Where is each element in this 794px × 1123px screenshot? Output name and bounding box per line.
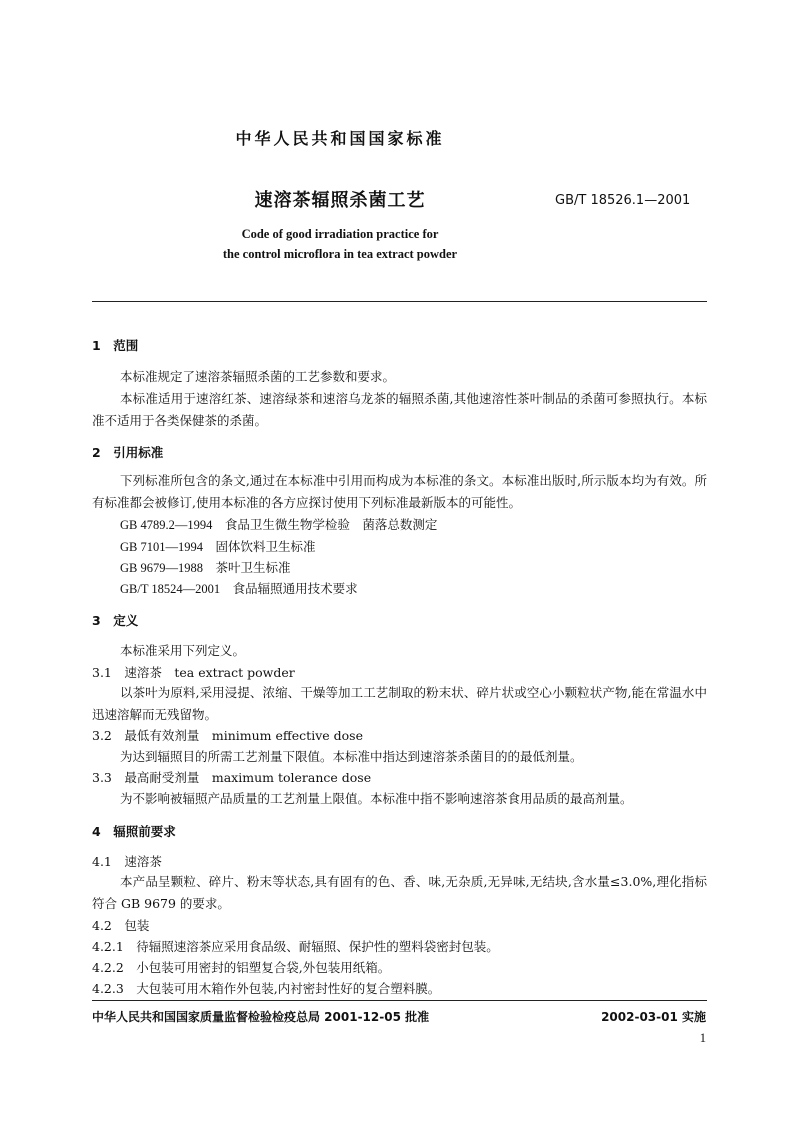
definition-3-1-term: 3.1 速溶茶 tea extract powder: [92, 665, 295, 680]
item-4-2-3: 4.2.3 大包装可用木箱作外包装,内衬密封性好的复合塑料膜。: [92, 981, 441, 996]
section-1-heading: 1 范围: [92, 338, 139, 353]
section-1-para-1: 本标准规定了速溶茶辐照杀菌的工艺参数和要求。: [120, 369, 396, 384]
definition-3-3-term: 3.3 最高耐受剂量 maximum tolerance dose: [92, 770, 372, 785]
subsection-4-2-heading: 4.2 包装: [92, 918, 150, 933]
section-3-heading: 3 定义: [92, 613, 139, 628]
document-title-cn: 速溶茶辐照杀菌工艺: [254, 190, 426, 211]
standard-number: GB/T 18526.1—2001: [555, 193, 691, 208]
page-number: 1: [699, 1031, 706, 1045]
document-title-en-line2: the control microflora in tea extract powder: [222, 247, 458, 261]
reference-item: GB 4789.2—1994 食品卫生微生物学检验 菌落总数测定: [120, 518, 438, 532]
section-4-heading: 4 辐照前要求: [92, 824, 176, 839]
reference-item: GB 7101—1994 固体饮料卫生标准: [120, 540, 316, 554]
definition-3-1-text: 以茶叶为原料,采用浸提、浓缩、干燥等加工工艺制取的粉末状、碎片状或空心小颗粒状产物,能在常温水中迅速溶解而无残留物。: [92, 685, 707, 722]
section-2-heading: 2 引用标准: [92, 445, 164, 460]
footer-divider: [92, 1000, 707, 1001]
national-standard-label: 中华人民共和国国家标准: [235, 129, 445, 148]
definition-3-2-term: 3.2 最低有效剂量 minimum effective dose: [92, 728, 363, 743]
definition-3-2-text: 为达到辐照目的所需工艺剂量下限值。本标准中指达到速溶茶杀菌目的的最低剂量。: [120, 749, 583, 764]
subsection-4-1-heading: 4.1 速溶茶: [92, 854, 162, 869]
section-2-para-1: 下列标准所包含的条文,通过在本标准中引用而构成为本标准的条文。本标准出版时,所示版本均为有效。所有标准都会被修订,使用本标准的各方应探讨使用下列标准最新版本的可能性。: [92, 473, 707, 510]
header-divider: [92, 301, 707, 302]
reference-item: GB 9679—1988 茶叶卫生标准: [120, 561, 291, 575]
implementation-date: 2002-03-01 实施: [601, 1010, 706, 1024]
reference-item: GB/T 18524—2001 食品辐照通用技术要求: [120, 582, 358, 596]
section-3-intro: 本标准采用下列定义。: [120, 643, 246, 658]
item-4-2-2: 4.2.2 小包装可用密封的铝塑复合袋,外包装用纸箱。: [92, 960, 391, 975]
definition-3-3-text: 为不影响被辐照产品质量的工艺剂量上限值。本标准中指不影响速溶茶食用品质的最高剂量。: [120, 791, 633, 806]
subsection-4-1-text: 本产品呈颗粒、碎片、粉末等状态,具有固有的色、香、味,无杂质,无异味,无结块,含水量≤3.0%,理化指标符合 GB 9679 的要求。: [92, 874, 707, 911]
item-4-2-1: 4.2.1 待辐照速溶茶应采用食品级、耐辐照、保护性的塑料袋密封包装。: [92, 939, 499, 954]
document-title-en-line1: Code of good irradiation practice for: [241, 227, 439, 241]
approval-line: 中华人民共和国国家质量监督检验检疫总局 2001-12-05 批准: [92, 1010, 430, 1024]
section-1-para-2: 本标准适用于速溶红茶、速溶绿茶和速溶乌龙茶的辐照杀菌,其他速溶性茶叶制品的杀菌可参照执行。本标准不适用于各类保健茶的杀菌。: [92, 391, 707, 428]
